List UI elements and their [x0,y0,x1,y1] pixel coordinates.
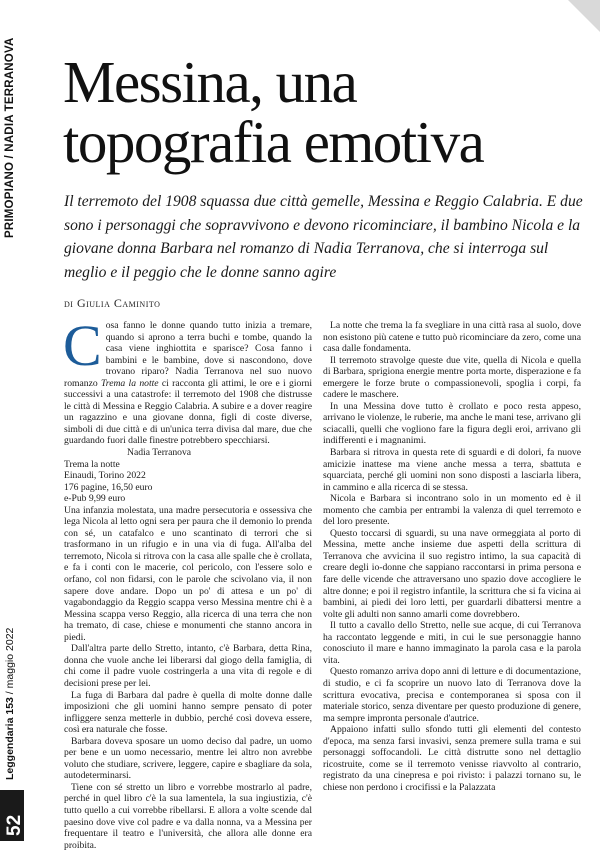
paragraph: In una Messina dove tutto è crollato e poco resta appeso, arrivano le violenze, le ruberie, ma anche le mani tese, arrivano gli sciacalli, quelli che vogliono fare la figura degli eroi, arrivano gli indifferenti e i magnanimi. [323,400,581,447]
issue-date: maggio 2022 [4,627,16,689]
page-number: 52 [4,814,25,836]
article-subtitle: Il terremoto del 1908 squassa due città gemelle, Messina e Reggio Calabria. E due sono i personaggi che sopravvivono e devono ricominciare, il bambino Nicola e la giovane donna Barbara nel romanzo di Nadia Terranova, che si interroga sul meglio e il peggio che le donne sanno agire [64,193,583,281]
book-title-inline: Trema la notte [100,377,159,389]
paragraph: Tiene con sé stretto un libro e vorrebbe mostrarlo al padre, perché in quel libro c'è la sua lamentela, la sua ingiustizia, c'è tutto quello a cui vorrebbe ribellarsi. E allora a volte scende dal paesino dove vive col padre e va dalla nonna, va a Messina per frequentare il teatro e l'università, che allora alle donne era proibita. [64,781,312,851]
book-title: Trema la notte [64,458,120,470]
article-title: Messina, una topografia emotiva [63,49,484,175]
paragraph: Nicola e Barbara si incontrano solo in un momento ed è il momento che cambia per entrambi la valenza di quel terremoto e del loro presente. [323,493,581,528]
book-price: 176 pagine, 16,50 euro [64,481,153,493]
book-author: Nadia Terranova [127,447,192,459]
issue-number: 153 [4,697,16,715]
page-corner-fold [568,0,600,32]
paragraph: La fuga di Barbara dal padre è quella di molte donne dalle imposizioni che gli uomini hanno sempre pensato di poter infliggere senza metterle in dubbio, perché così doveva essere, così era naturale che fosse. [64,689,312,736]
paragraph: Questo romanzo arriva dopo anni di letture e di documentazione, di studio, e ci fa scoprire un nuovo lato di Terranova dove la scrittura evocativa, precisa e contemporanea si sposa con il materiale storico, senza diventare per questo produzione di genere, ma sempre impronta personale d'autrice. [323,666,581,724]
paragraph: Il tutto a cavallo dello Stretto, nelle sue acque, di cui Terranova ha raccontato leggende e miti, in cui le sue personaggie hanno conosciuto il mare e hanno immaginato la parola casa e la parola vita. [323,620,581,666]
left-column: Cosa fanno le donne quando tutto inizia a tremare, quando si aprono a terra buchi e tombe, quando la casa viene inghiottita e sparisce? Cosa fanno i bambini e le bambine, dove si nascondono, dove trovano riparo? Nadia Terranova nel suo nuovo romanzo Trema la notte ci racconta gli attimi, le ore e i giorni successivi a una catastrofe: il terremoto del 1908 che distrusse le città di Messina e Reggio Calabria. A subire e a dover reagire un ragazzino e una giovane donna, figli di coste diverse, simboli di due città e di un'unica terra divisa dal mare, due che guardando fuori dalle finestre potrebbero specchiarsi. Nadia Terranova Trema la notte Einaudi, Torino 2022 176 pagine, 16,50 euro e-Pub 9,99 euro Una infanzia molestata, una madre persecutoria e ossessiva che lega Nicola al letto ogni sera per paura che il demonio lo prenda con sé, un catafalco e uno scantinato di terrori che si trasformano in un rifugio e in una via di fuga. All'alba del terremoto, Nicola si ritrova con la casa alle spalle che è crollata, e fa i conti con le macerie, col pericolo, con l'essere solo e orfano, col non fidarsi, con le parole che scivolano via, il non sapere dove andare. Dopo un po' di attesa e un po' di vagabondaggio da Reggio scappa verso Messina mentre chi è a Messina scappa verso Reggio, alla ricerca di una terra che non ha tremato, di case, chiese e monumenti che stanno ancora in piedi. Dall'altra parte dello Stretto, intanto, c'è Barbara, detta Rina, donna che vuole anche lei liberarsi dal giogo della famiglia, di chi come il padre vuole costringerla a una vita di regole e di decisioni prese per lei. La fuga di Barbara dal padre è quella di molte donne dalle imposizioni che gli uomini hanno sempre pensato di poter infliggere senza metterle in dubbio, perché così doveva essere, così era naturale che fosse. Barbara doveva sposare un uomo deciso dal padre, un uomo per bene e un uomo necessario, mentre lei altro non avrebbe voluto che studiare, scrivere, leggere, capire e sbagliare da sola, autodeterminarsi. Tiene con sé stretto un libro e vorrebbe mostrarlo al padre, perché in quel libro c'è la sua lamentela, la sua ingiustizia, c'è tutto quello a cui vorrebbe ribellarsi. E allora a volte scende dal paesino dove vive col padre e va dalla nonna, va a Messina per frequentare il teatro e l'università, che allora alle donne era proibita. [63,313,312,851]
paragraph: Questo toccarsi di sguardi, su una nave ormeggiata al porto di Messina, mette anche insieme due aspetti della scrittura di Terranova che avvicina il suo registro intimo, la sua capacità di creare degli io-donne che sappiano raccontarsi in prima persona e fare delle vicende che attraversano uno spazio dove accogliere le altre donne; e poi il registro infantile, la scrittura che si fa vicina ai bambini, ai piedi dei loro letti, per guardarli dibattersi mentre a volte gli adulti non sanno amarli come dovrebbero. [323,527,581,620]
paragraph: Cosa fanno le donne quando tutto inizia a tremare, quando si aprono a terra buchi e tombe, quando la casa viene inghiottita e sparisce? Cosa fanno i bambini e le bambine, dove si nascondono, dove trovano riparo? Nadia Terranova nel suo nuovo romanzo Trema la notte ci racconta gli attimi, le ore e i giorni successivi a una catastrofe: il terremoto del 1908 che distrusse le città di Messina e Reggio Calabria. A subire e a dover reagire un ragazzino e una giovane donna, figli di coste diverse, simboli di due città e di un'unica terra divisa dal mare, due che guardando fuori dalle finestre potrebbero specchiarsi. [63,313,312,447]
drop-cap: C [63,313,102,378]
section-label: PRIMOPIANO / NADIA TERRANOVA [4,37,16,238]
paragraph: Barbara si ritrova in questa rete di sguardi e di dolori, fa nuove amicizie inattese ma viene anche messa a terra, sbattuta e squarciata, perché gli uomini non sono disposti a lasciarla libera, in cammino e alla ricerca di se stessa. [323,447,581,493]
page-number-tab [0,790,24,841]
paragraph: Barbara doveva sposare un uomo deciso dal padre, un uomo per bene e un uomo necessario, mentre lei altro non avrebbe voluto che studiare, scrivere, leggere, capire e sbagliare da sola, autodeterminarsi. [64,735,312,782]
issue-label: Leggendaria 153 / maggio 2022 [4,627,16,780]
paragraph: Il terremoto stravolge queste due vite, quella di Nicola e quella di Barbara, sprigiona energie mentre porta morte, disperazione e fa emergere le forze brute o compassionevoli, spoglia i corpi, fa cadere le maschere. [323,354,581,401]
book-publisher: Einaudi, Torino 2022 [64,470,146,482]
byline: di Giulia Caminito [64,296,161,310]
book-ebook-price: e-Pub 9,99 euro [64,493,126,505]
magazine-name: Leggendaria [4,717,16,780]
paragraph: La notte che trema la fa svegliare in una città rasa al suolo, dove non esistono più catene e tutto può ricominciare da zero, come una casa dalle fondamenta. [323,320,581,355]
paragraph: Dall'altra parte dello Stretto, intanto, c'è Barbara, detta Rina, donna che vuole anche lei liberarsi dal giogo della famiglia, di chi come il padre vuole costringerla a una vita di regole e di decisioni prese per lei. [64,643,312,689]
paragraph: Appaiono infatti sullo sfondo tutti gli elementi del contesto d'epoca, ma senza farsi invasivi, senza premere sulla trama e sui personaggi soffocandoli. Le città distrutte sono nel dettaglio ricostruite, come se il terremoto venisse riavvolto al contrario, registrato da una cinepresa e poi rivisto: i palazzi tornano su, le chiese non perdono i crocifissi e la Palazzata [323,724,581,793]
right-column [323,320,581,793]
